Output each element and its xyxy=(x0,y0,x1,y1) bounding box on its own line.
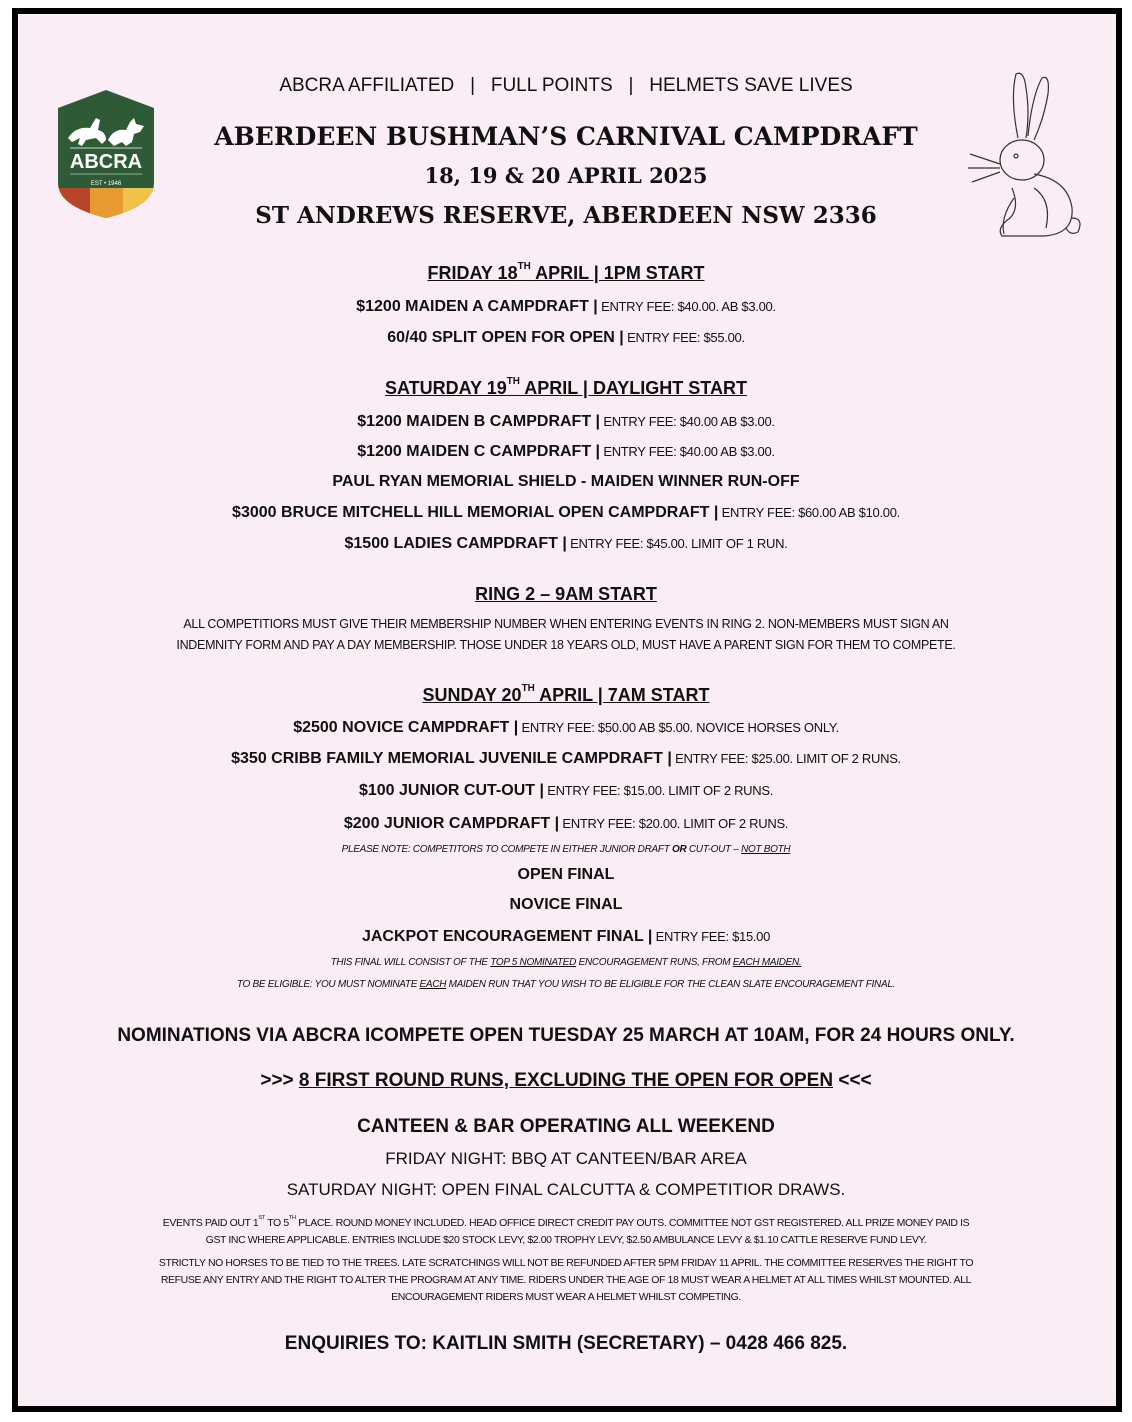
event-line: PAUL RYAN MEMORIAL SHIELD - MAIDEN WINNER RUN-OFF xyxy=(332,473,800,490)
svg-text:EST • 1946: EST • 1946 xyxy=(90,181,122,187)
fine-print: GST INC WHERE APPLICABLE. ENTRIES INCLUDE $20 STOCK LEVY, $2.00 TROPHY LEVY, $2.50 AMBULANCE LEVY & $1.10 CATTLE RESERVE FUND LEVY. xyxy=(205,1234,927,1246)
sunday-heading: SUNDAY 20TH APRIL | 7AM START xyxy=(422,683,710,705)
friday-heading: FRIDAY 18TH APRIL | 1PM START xyxy=(427,261,705,283)
ring2-text: ALL COMPETITIORS MUST GIVE THEIR MEMBERSHIP NUMBER WHEN ENTERING EVENTS IN RING 2. NON-MEMBERS MUST SIGN AN xyxy=(183,617,949,631)
fine-print: ENCOURAGEMENT RIDERS MUST WEAR A HELMET WHILST COMPETING. xyxy=(391,1291,741,1303)
fine-print: EVENTS PAID OUT 1ST TO 5TH PLACE. ROUND MONEY INCLUDED. HEAD OFFICE DIRECT CREDIT PAY OUTS. COMMITTEE NOT GST REGISTERED. ALL PRIZE MONEY PAID IS xyxy=(162,1215,970,1229)
saturday-heading: SATURDAY 19TH APRIL | DAYLIGHT START xyxy=(385,376,747,398)
event-line: $1200 MAIDEN C CAMPDRAFT | ENTRY FEE: $40.00 AB $3.00. xyxy=(357,443,775,460)
enquiries-contact: ENQUIRIES TO: KAITLIN SMITH (SECRETARY) – 0428 466 825. xyxy=(284,1333,848,1354)
event-venue: ST ANDREWS RESERVE, ABERDEEN NSW 2336 xyxy=(255,202,877,229)
open-final: OPEN FINAL xyxy=(517,866,615,883)
junior-note: PLEASE NOTE: COMPETITORS TO COMPETE IN EITHER JUNIOR DRAFT OR CUT-OUT – NOT BOTH xyxy=(341,844,791,855)
nominations-text: NOMINATIONS VIA ABCRA ICOMPETE OPEN TUESDAY 25 MARCH AT 10AM, FOR 24 HOURS ONLY. xyxy=(117,1025,1015,1046)
eligibility-note: TO BE ELIGIBLE: YOU MUST NOMINATE EACH MAIDEN RUN THAT YOU WISH TO BE ELIGIBLE FOR THE CLEAN SLATE ENCOURAGEMENT FINAL. xyxy=(236,979,896,990)
event-line: $100 JUNIOR CUT-OUT | ENTRY FEE: $15.00. LIMIT OF 2 RUNS. xyxy=(358,782,774,799)
event-title: ABERDEEN BUSHMAN’S CARNIVAL CAMPDRAFT xyxy=(214,122,918,151)
novice-final: NOVICE FINAL xyxy=(509,896,623,913)
first-round-text: >>> 8 FIRST ROUND RUNS, EXCLUDING THE OPEN FOR OPEN <<< xyxy=(260,1070,872,1091)
event-line: $1200 MAIDEN B CAMPDRAFT | ENTRY FEE: $40.00 AB $3.00. xyxy=(357,413,775,430)
event-line: $2500 NOVICE CAMPDRAFT | ENTRY FEE: $50.00 AB $5.00. NOVICE HORSES ONLY. xyxy=(293,719,839,736)
abcra-logo xyxy=(56,88,156,220)
ring2-heading: RING 2 – 9AM START xyxy=(475,584,657,604)
event-line: 60/40 SPLIT OPEN FOR OPEN | ENTRY FEE: $55.00. xyxy=(387,329,745,346)
fine-print: STRICTLY NO HORSES TO BE TIED TO THE TREES. LATE SCRATCHINGS WILL NOT BE REFUNDED AFTER 5PM FRIDAY 11 APRIL. THE COMMITTEE RESERVES THE RIGHT TO xyxy=(158,1257,974,1269)
event-line: $1200 MAIDEN A CAMPDRAFT | ENTRY FEE: $40.00. AB $3.00. xyxy=(356,298,776,315)
jackpot-final: JACKPOT ENCOURAGEMENT FINAL | ENTRY FEE: $15.00 xyxy=(361,928,771,945)
event-line: $350 CRIBB FAMILY MEMORIAL JUVENILE CAMPDRAFT | ENTRY FEE: $25.00. LIMIT OF 2 RUNS. xyxy=(231,750,901,767)
event-line: $200 JUNIOR CAMPDRAFT | ENTRY FEE: $20.00. LIMIT OF 2 RUNS. xyxy=(343,815,789,832)
ring2-text: INDEMNITY FORM AND PAY A DAY MEMBERSHIP. THOSE UNDER 18 YEARS OLD, MUST HAVE A PARENT SIGN FOR THEM TO COMPETE. xyxy=(176,638,956,652)
canteen-heading: CANTEEN & BAR OPERATING ALL WEEKEND xyxy=(357,1116,775,1137)
tagline: ABCRA AFFILIATED | FULL POINTS | HELMETS SAVE LIVES xyxy=(279,75,853,96)
svg-text:ABCRA: ABCRA xyxy=(69,151,143,173)
event-line: $1500 LADIES CAMPDRAFT | ENTRY FEE: $45.00. LIMIT OF 1 RUN. xyxy=(344,535,788,552)
friday-night-text: FRIDAY NIGHT: BBQ AT CANTEEN/BAR AREA xyxy=(385,1149,747,1168)
saturday-night-text: SATURDAY NIGHT: OPEN FINAL CALCUTTA & COMPETITIOR DRAWS. xyxy=(286,1180,846,1199)
jackpot-note: THIS FINAL WILL CONSIST OF THE TOP 5 NOMINATED ENCOURAGEMENT RUNS, FROM EACH MAIDEN. xyxy=(330,957,802,968)
event-line: $3000 BRUCE MITCHELL HILL MEMORIAL OPEN CAMPDRAFT | ENTRY FEE: $60.00 AB $10.00. xyxy=(232,504,900,521)
event-dates: 18, 19 & 20 APRIL 2025 xyxy=(424,163,708,188)
fine-print: REFUSE ANY ENTRY AND THE RIGHT TO ALTER THE PROGRAM AT ANY TIME. RIDERS UNDER THE AGE OF 18 MUST WEAR A HELMET AT ALL TIMES WHILST MOUNTED. ALL xyxy=(160,1274,972,1286)
